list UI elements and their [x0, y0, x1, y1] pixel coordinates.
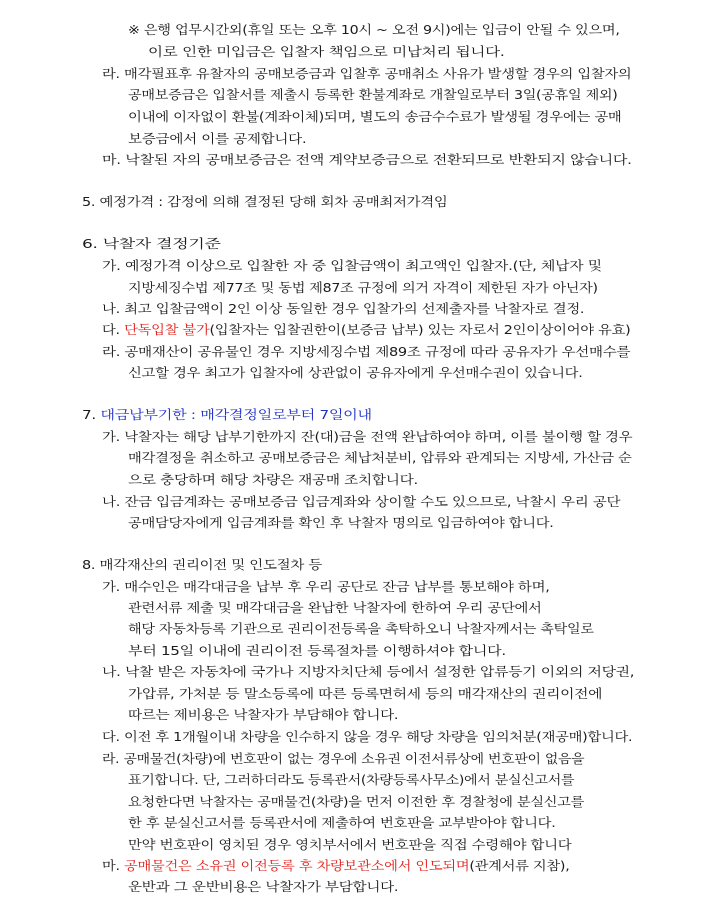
line-text: (관계서류 지참),: [469, 858, 570, 873]
text-line: [102, 344, 630, 360]
text-line: [102, 322, 630, 338]
line-text: 라. 공매물건(차량)에 번호판이 없는 경우에 소유권 이전서류상에 번호판이 없음을: [102, 751, 585, 766]
text-line: [102, 429, 632, 445]
line-text: 해당 자동차등록 기관으로 권리이전등록을 촉탁하오니 낙찰자께서는 촉탁일로: [128, 621, 594, 636]
line-text: 공매보증금은 입찰서를 제출시 등록한 환불계좌로 개찰일로부터 3일(공휴일 제외): [128, 87, 618, 102]
text-line: [128, 600, 542, 616]
text-line: [128, 621, 594, 637]
text-line: [102, 66, 631, 82]
line-text: 보증금에서 이를 공제합니다.: [128, 131, 307, 146]
text-line: [128, 109, 622, 125]
line-text: 가. 낙찰자는 해당 납부기한까지 잔(대)금을 전액 완납하여야 하며, 이를 불이행 할 경우: [102, 429, 633, 444]
text-line: [128, 22, 620, 38]
line-text: 공매담당자에게 입금계좌를 확인 후 낙찰자 명의로 입금하여야 합니다.: [128, 515, 554, 530]
text-line: [148, 44, 505, 60]
text-line: [128, 450, 632, 466]
text-line: [128, 686, 602, 702]
line-text: 나. 최고 입찰금액이 2인 이상 동일한 경우 입찰가의 선제출자를 낙찰자로 결정.: [102, 301, 585, 316]
line-text: 라. 매각필표후 유찰자의 공매보증금과 입찰후 공매취소 사유가 발생할 경우의 입찰자의: [102, 66, 632, 81]
line-text: 다.: [102, 322, 125, 337]
line-text: 으로 충당하며 해당 차량은 재공매 조치합니다.: [128, 472, 418, 487]
text-line: [82, 194, 448, 210]
line-text: 5. 예정가격 : 감정에 의해 결정된 당해 회차 공매최저가격임: [82, 194, 448, 209]
text-line: [128, 815, 556, 831]
text-line: [128, 837, 571, 853]
line-text: 이내에 이자없이 환불(계좌이체)되며, 별도의 송금수수료가 발생될 경우에는 공매: [128, 109, 622, 124]
text-line: [128, 365, 582, 381]
line-text: 나. 낙찰 받은 자동차에 국가나 지방자치단체 등에서 설정한 압류등기 이외의 저당권,: [102, 664, 635, 679]
line-text: 이로 인한 미입금은 입찰자 책임으로 미납처리 됩니다.: [148, 44, 505, 59]
line-text: 따르는 제비용은 낙찰자가 부담해야 합니다.: [128, 707, 399, 722]
text-line: [102, 579, 550, 595]
line-text: 지방세징수법 제77조 및 동법 제87조 규정에 의거 자격이 제한된 자가 아닌자): [128, 280, 598, 295]
text-line: [102, 258, 602, 274]
line-text: 부터 15일 이내에 권리이전 등록절차를 이행하셔야 합니다.: [128, 643, 506, 658]
line-text: 매각결정을 취소하고 공매보증금은 체납처분비, 압류와 관계되는 지방세, 가산금 순: [128, 450, 632, 465]
line-text: 신고할 경우 최고가 입찰자에 상관없이 공유자에게 우선매수권이 있습니다.: [128, 365, 583, 380]
text-line: [102, 664, 634, 680]
highlight-red-text: 공매물건은 소유권 이전등록 후 차량보관소에서 인도되며: [124, 858, 470, 873]
line-text: 6. 낙찰자 결정기준: [82, 236, 221, 251]
line-text: (입찰자는 입찰권한이(보증금 납부) 있는 자로서 2인이상이어야 유효): [209, 322, 631, 337]
line-text: 마. 낙찰된 자의 공매보증금은 전액 계약보증금으로 전환되므로 반환되지 않습니다.: [102, 152, 632, 167]
line-text: 8. 매각재산의 권리이전 및 인도절차 등: [82, 557, 323, 572]
text-line: [128, 794, 584, 810]
text-line: [128, 515, 554, 531]
text-line: [128, 87, 618, 103]
line-text: 7.: [82, 407, 101, 422]
line-text: 나. 잔금 입금계좌는 공매보증금 입금계좌와 상이할 수도 있으므로, 낙찰시 우리 공단: [102, 494, 621, 509]
line-text: 라. 공매재산이 공유물인 경우 지방세징수법 제89조 규정에 따라 공유자가 우선매수를: [102, 344, 631, 359]
text-line: [102, 152, 632, 168]
text-line: [82, 407, 372, 423]
line-text: 요청한다면 낙찰자는 공매물건(차량)을 먼저 이전한 후 경찰청에 분실신고를: [128, 794, 584, 809]
line-text: 가. 매수인은 매각대금을 납부 후 우리 공단로 잔금 납부를 통보해야 하며,: [102, 579, 550, 594]
line-text: 운반과 그 운반비용은 낙찰자가 부담합니다.: [128, 879, 399, 894]
text-line: [82, 557, 322, 573]
text-line: [102, 751, 584, 767]
line-text: 다. 이전 후 1개월이내 차량을 인수하지 않을 경우 해당 차량을 임의처분(재공매)합니다.: [102, 729, 633, 744]
text-line: [128, 643, 506, 659]
highlight-blue-text: 대금납부기한 : 매각결정일로부터 7일이내: [100, 407, 372, 422]
line-text: 가압류, 가처분 등 말소등록에 따른 등록면허세 등의 매각재산의 권리이전에: [128, 686, 603, 701]
text-line: [128, 472, 418, 488]
text-line: [102, 729, 632, 745]
line-text: 만약 번호판이 영치된 경우 영치부서에서 번호판을 직접 수령해야 합니다: [128, 837, 572, 852]
line-text: 한 후 분실신고서를 등록관서에 제출하여 번호판을 교부받아야 합니다.: [128, 815, 556, 830]
text-line: [128, 707, 398, 723]
text-line: [102, 494, 620, 510]
text-line: [102, 858, 569, 874]
line-text: 마.: [102, 858, 125, 873]
text-line: [82, 236, 221, 252]
text-line: [128, 879, 398, 895]
text-line: [128, 131, 306, 147]
line-text: ※ 은행 업무시간외(휴일 또는 오후 10시 ~ 오전 9시)에는 입금이 안될 수 있으며,: [128, 22, 620, 37]
text-line: [128, 280, 598, 296]
text-line: [128, 772, 574, 788]
line-text: 가. 예정가격 이상으로 입찰한 자 중 입찰금액이 최고액인 입찰자.(단, 체납자 및: [102, 258, 602, 273]
line-text: 관련서류 제출 및 매각대금을 완납한 낙찰자에 한하여 우리 공단에서: [128, 600, 542, 615]
line-text: 표기합니다. 단, 그러하더라도 등록관서(차량등록사무소)에서 분실신고서를: [128, 772, 575, 787]
text-line: [102, 301, 584, 317]
highlight-red-text: 단독입찰 불가: [124, 322, 210, 337]
